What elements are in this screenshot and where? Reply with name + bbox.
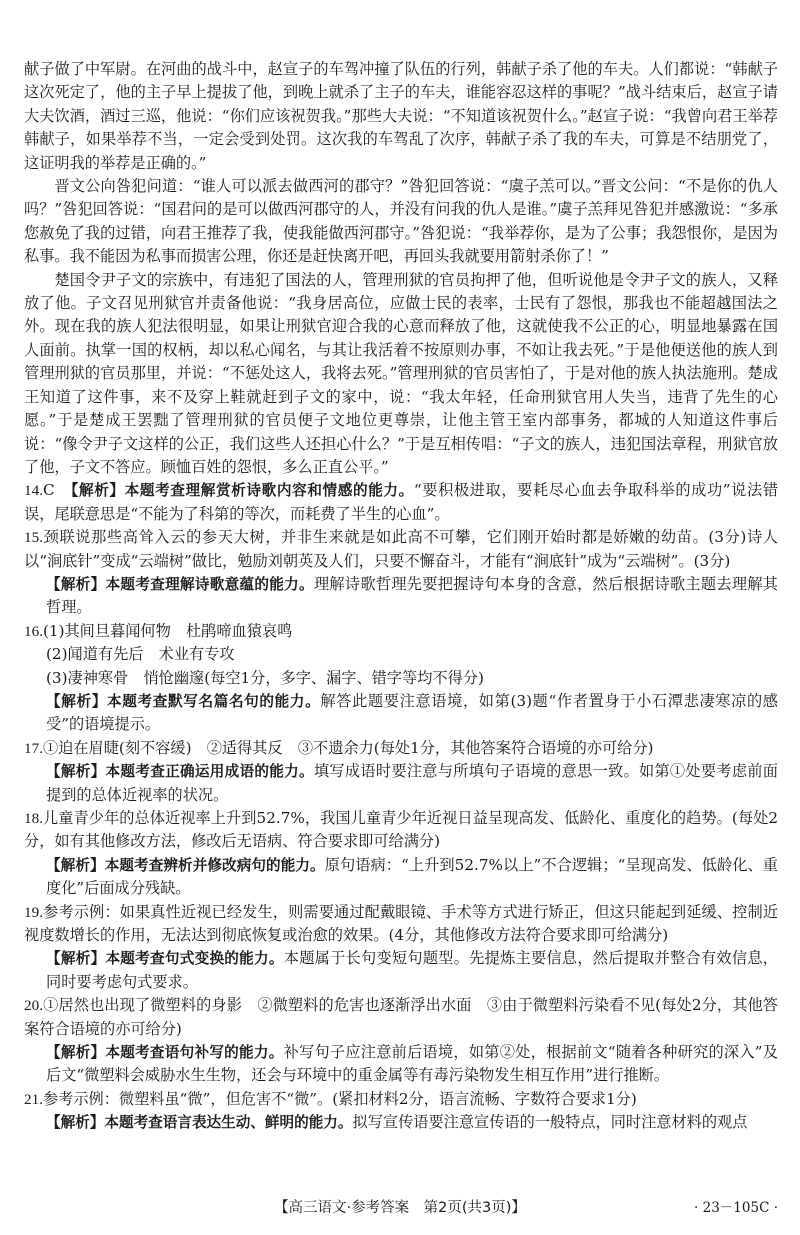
q20-number: 20. (24, 997, 43, 1015)
q19-analysis-text: 本题属于长句变短句题型。先提炼主要信息，然后提取并整合有效信息，同时要考虑句式要求。 (46, 949, 778, 991)
q21-answer: 参考示例：微塑料虽“微”，但危害不“微”。(紧扣材料2分，语言流畅、字数符合要求1分) (42, 1089, 637, 1108)
footer-code: · 23－105C · (694, 1200, 778, 1216)
q19-answer: 参考示例：如果真性近视已经发生，则需要通过配戴眼镜、手术等方式进行矫正，但这只能起到延缓、控制近视度数增长的作用，无法达到彻底恢复或治愈的效果。(4分，其他修改方法符合要求即可给满分) (24, 902, 778, 945)
q21-analysis-text: 拟写宣传语要注意宣传语的一般特点，同时注意材料的观点 (352, 1113, 748, 1132)
q18-analysis-text: 原句语病：“上升到52.7%以上”不合逻辑；“呈现高发、低龄化、重度化”后面成分残缺。 (46, 855, 778, 898)
q17-number: 17. (24, 739, 43, 757)
q19-analysis-bold: 本题考查句式变换的能力。 (105, 950, 284, 968)
q16-number: 16. (24, 622, 43, 640)
q19-analysis (46, 947, 778, 994)
translation-paragraph-3: 楚国令尹子文的宗族中，有违犯了国法的人，管理刑狱的官员拘押了他，但听说他是令尹子文的族人，又释放了他。子文召见刑狱官并责备他说：“我身居高位，应做士民的表率，士民有了怨恨，那我也不能超越国法之外。现在我的族人犯法很明显，如果让刑狱官迎合我的心意而释放了他，这就使我不公正的心，明显地暴露在国人面前。执掌一国的权柄，却以私心闻名，与其让我活着不按原则办事，不如让我去死。”于是他便送他的族人到管理刑狱的官员那里，并说：“不惩处这人，我将去死。”管理刑狱的官员害怕了，于是对他的族人执法施刑。楚成王知道了这件事，来不及穿上鞋就赶到子文的家中，说：“我太年轻，任命刑狱官用人失当，违背了先生的心愿。”于是楚成王罢黜了管理刑狱的官员便子文地位更尊崇，让他主管王室内部事务，都城的人知道这件事后说：“像令尹子文这样的公正，我们这些人还担心什么？”于是互相传唱：“子文的族人，违犯国法章程，刑狱官放了他，子文不答应。顾恤百姓的怨恨，多么正直公平。” (24, 270, 778, 476)
q15-number: 15. (24, 529, 43, 547)
q21-analysis (46, 1111, 778, 1134)
q17-analysis-tag: 【解析】 (46, 763, 106, 781)
q18-number: 18. (24, 810, 43, 827)
footer-label: 【高三语文·参考答案 第2页(共3页)】 (274, 1200, 526, 1216)
q16-answer-2: (2)闻道有先后 术业有专攻 (46, 645, 235, 664)
q14-number: 14. (24, 482, 43, 500)
question-16 (24, 620, 778, 737)
q17-analysis-text: 填写成语时要注意与所填句子语境的意思一致。如第①处要考虑前面提到的总体近视率的状况。 (46, 762, 778, 804)
q15-analysis-bold: 本题考查理解诗歌意蕴的能力。 (105, 575, 314, 593)
q17-answer: ①迫在眉睫(刻不容缓) ②适得其反 ③不遗余力(每处1分，其他答案符合语境的亦可给分) (42, 738, 654, 757)
question-14 (24, 479, 778, 526)
q16-analysis-tag: 【解析】 (46, 692, 107, 710)
q15-analysis-tag: 【解析】 (46, 575, 106, 593)
question-18 (24, 807, 778, 901)
q16-answer-1: (1)其间旦暮闻何物 杜鹃啼血猿哀鸣 (42, 621, 293, 640)
q17-answer-line (24, 737, 778, 760)
q20-answer-line (24, 994, 778, 1041)
q20-analysis-bold: 本题考查语句补写的能力。 (105, 1044, 284, 1062)
q16-analysis-text: 解答此题要注意语境，如第(3)题“作者置身于小石潭悲凄寒凉的感受”的语境提示。 (46, 691, 778, 734)
q19-analysis-tag: 【解析】 (46, 950, 106, 968)
question-20 (24, 994, 778, 1088)
question-17 (24, 737, 778, 807)
q18-answer-line (24, 807, 778, 854)
q15-analysis (46, 573, 778, 620)
q18-analysis (46, 854, 778, 901)
q20-analysis-text: 补写句子应注意前后语境，如第②处，根据前文“随着各种研究的深入”及后文“微塑料会威胁水生生物，还会与环境中的重金属等有毒污染物发生相互作用”进行推断。 (46, 1043, 778, 1085)
q18-analysis-bold: 本题考查辨析并修改病句的能力。 (104, 856, 325, 874)
question-21 (24, 1088, 778, 1135)
translation-paragraph-1: 献子做了中军尉。在河曲的战斗中，赵宣子的车驾冲撞了队伍的行列，韩献子杀了他的车夫。人们都说：“韩献子这次死定了，他的主子早上提拔了他，到晚上就杀了主子的车夫，谁能容忍这样的事呢？”战斗结束后，赵宣子请大夫饮酒，酒过三巡，他说：“你们应该祝贺我。”那些大夫说：“不知道该祝贺什么。”赵宣子说：“我曾向君王举荐韩献子，如果举荐不当，一定会受到处罚。这次我的车驾乱了次序，韩献子杀了我的车夫，可算是不结朋党了，这证明我的举荐是正确的。” (24, 60, 778, 172)
q19-number: 19. (24, 903, 43, 921)
page-footer (0, 1196, 800, 1220)
q16-line-1 (24, 620, 778, 643)
q20-analysis-tag: 【解析】 (46, 1044, 106, 1062)
q20-analysis (46, 1041, 778, 1088)
q18-analysis-tag: 【解析】 (46, 856, 105, 874)
translation-paragraph-2: 晋文公向咎犯问道：“谁人可以派去做西河的郡守？”咎犯回答说：“虞子羔可以。”晋文公问：“不是你的仇人吗？”咎犯回答说：“国君问的是可以做西河郡守的人，并没有问我的仇人是谁。”虞子羔拜见咎犯并感激说：“多承您赦免了我的过错，向君王推荐了我，使我能做西河郡守。”咎犯说：“我举荐你，是为了公事；我怨恨你，是因为私事。我不能因为私事而损害公理，你还是赶快离开吧，再回头我就要用箭射杀你了！” (24, 177, 778, 266)
q15-analysis-text: 理解诗歌哲理先要把握诗句本身的含意，然后根据诗歌主题去理解其哲理。 (46, 574, 778, 617)
q16-analysis (46, 690, 778, 737)
q17-analysis (46, 760, 778, 807)
q16-answer-3: (3)凄神寒骨 悄怆幽邃(每空1分，多字、漏字、错字等均不得分) (46, 668, 484, 687)
q14-answer: C (42, 481, 55, 500)
q15-answer: 颈联说那些高耸入云的参天大树，并非生来就是如此高不可攀，它们刚开始时都是娇嫩的幼苗。(3分)诗人以“涧底针”变成“云端树”做比，勉励刘朝英及人们，只要不懈奋斗，才能有“涧底针”成为“云端树”。(3分) (24, 528, 778, 570)
q19-answer-line (24, 901, 778, 948)
q14-analysis-text: “要积极进取，要耗尽心血去争取科举的成功”说法错误，尾联意思是“不能为了科第的等次，而耗费了半生的心血”。 (24, 481, 779, 523)
q15-answer-line (24, 526, 778, 573)
question-19 (24, 901, 778, 995)
q21-answer-line (24, 1088, 778, 1111)
q20-answer: ①居然也出现了微塑料的身影 ②微塑料的危害也逐渐浮出水面 ③由于微塑料污染看不见(每处2分，其他答案符合语境的亦可给分) (24, 996, 778, 1038)
q14-analysis-tag: 【解析】 (71, 482, 125, 500)
q14-analysis-bold: 本题考查理解赏析诗歌内容和情感的能力。 (124, 482, 414, 500)
q21-number: 21. (24, 1090, 43, 1108)
q17-analysis-bold: 本题考查正确运用成语的能力。 (105, 763, 314, 781)
q14-answer-line (24, 479, 778, 526)
q18-answer: 儿童青少年的总体近视率上升到52.7%，我国儿童青少年近视日益呈现高发、低龄化、重度化的趋势。(每处2分，如有其他修改方法，修改后无语病、符合要求即可给满分) (24, 809, 778, 851)
question-15 (24, 526, 778, 620)
q21-analysis-tag: 【解析】 (46, 1114, 105, 1132)
q21-analysis-bold: 本题考查语言表达生动、鲜明的能力。 (104, 1114, 353, 1132)
q16-analysis-bold: 本题考查默写名篇名句的能力。 (106, 692, 321, 710)
